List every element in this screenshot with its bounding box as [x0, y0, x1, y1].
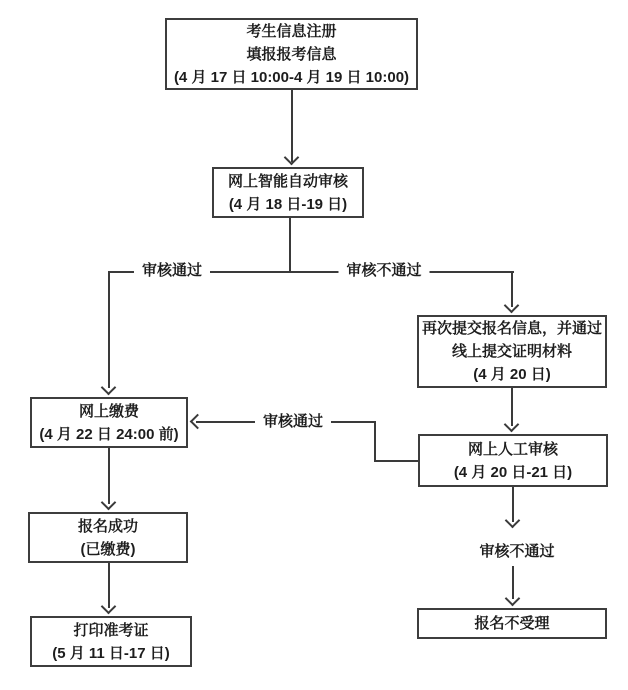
- arrowhead-down-auto-review: [284, 150, 300, 166]
- arrowhead-down-resubmit: [504, 298, 520, 314]
- node-text-line: (4 月 20 日-21 日): [453, 463, 573, 481]
- arrowhead-down-manual-review: [504, 417, 520, 433]
- node-text-line: (4 月 18 日-19 日): [228, 195, 348, 213]
- node-text-line: (已缴费): [80, 540, 136, 558]
- node-registration-rejected: [417, 608, 607, 639]
- node-manual-review: [418, 434, 608, 487]
- node-text-line: 网上缴费: [78, 402, 139, 420]
- node-text-line: (4 月 20 日): [473, 366, 551, 383]
- node-auto-review: [212, 167, 364, 218]
- node-text-line: (4 月 17 日 10:00-4 月 19 日 10:00): [173, 68, 410, 86]
- node-text-line: 考生信息注册: [246, 22, 337, 40]
- arrowhead-down-payment: [101, 380, 117, 396]
- arrowhead-down-not-approved-label: [505, 513, 521, 529]
- node-text-line: 报名成功: [77, 517, 138, 535]
- connector-branch-to-payment: [108, 271, 110, 388]
- node-text-line: 填报报考信息: [246, 45, 337, 63]
- node-registration-success: [28, 512, 188, 563]
- arrowhead-down-print: [101, 599, 117, 615]
- edge-label-not-approved-bottom: 审核不通过: [471, 543, 562, 561]
- node-print-admission-ticket: [30, 616, 192, 667]
- arrowhead-down-success: [101, 495, 117, 511]
- node-text-line: (4 月 22 日 24:00 前): [39, 425, 179, 443]
- arrowhead-down-rejected: [505, 591, 521, 607]
- arrowhead-left-payment: [190, 414, 206, 430]
- edge-label-approved-mid: 审核通过: [255, 413, 331, 431]
- node-text-line: 打印准考证: [73, 621, 149, 639]
- node-text-line: 网上智能自动审核: [227, 172, 348, 190]
- node-text-line: 再次提交报名信息，并通过: [421, 320, 602, 337]
- edge-label-approved-left: 审核通过: [134, 262, 210, 280]
- connector-approved-mid-to-manual-review: [374, 460, 418, 462]
- connector-approved-mid-step-vertical: [374, 421, 376, 462]
- node-text-line: 报名不受理: [474, 615, 550, 632]
- node-text-line: (5 月 11 日-17 日): [52, 644, 170, 662]
- node-online-payment: [30, 397, 188, 448]
- node-resubmit-materials: [417, 315, 607, 388]
- connector-auto-review-to-branch: [289, 218, 291, 273]
- node-text-line: 线上提交证明材料: [451, 343, 572, 360]
- node-candidate-registration: [165, 18, 418, 90]
- edge-label-not-approved-right: 审核不通过: [338, 262, 429, 280]
- node-text-line: 网上人工审核: [467, 440, 558, 458]
